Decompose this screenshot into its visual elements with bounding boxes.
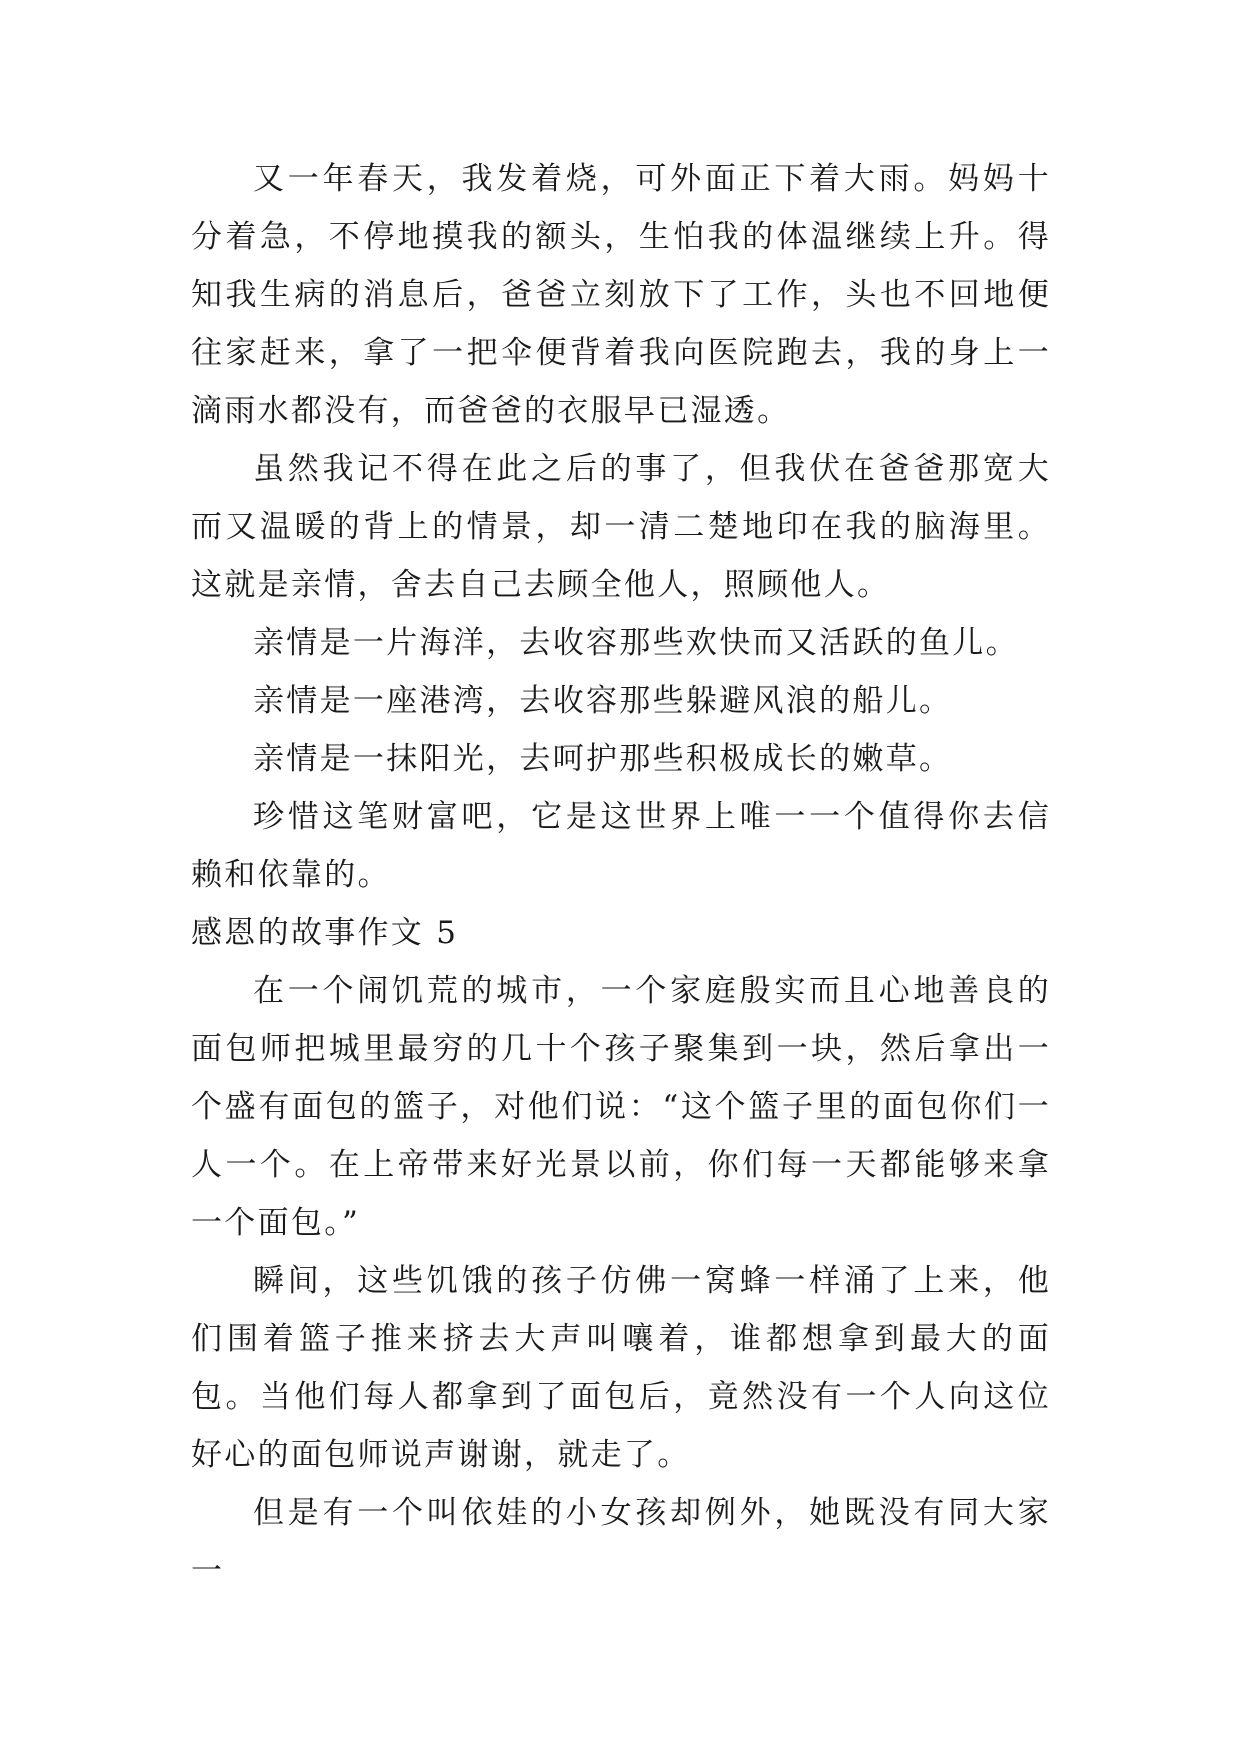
paragraph: 在一个闹饥荒的城市，一个家庭殷实而且心地善良的面包师把城里最穷的几十个孩子聚集到一块，然后拿出一个盛有面包的篮子，对他们说：“这个篮子里的面包你们一人一个。在上帝带来好光景以前，你们每一天都能够来拿一个面包。” [191, 973, 1051, 1241]
paragraph: 但是有一个叫依娃的小女孩却例外，她既没有同大家一 [191, 1495, 1051, 1589]
paragraph: 亲情是一座港湾，去收容那些躲避风浪的船儿。 [253, 683, 953, 719]
paragraph: 亲情是一片海洋，去收容那些欢快而又活跃的鱼儿。 [253, 625, 1019, 661]
paragraph: 又一年春天，我发着烧，可外面正下着大雨。妈妈十分着急，不停地摸我的额头，生怕我的体温继续上升。得知我生病的消息后，爸爸立刻放下了工作，头也不回地便往家赶来，拿了一把伞便背着我向医院跑去，我的身上一滴雨水都没有，而爸爸的衣服早已湿透。 [191, 161, 1051, 429]
paragraph: 瞬间，这些饥饿的孩子仿佛一窝蜂一样涌了上来，他们围着篮子推来挤去大声叫嚷着，谁都想拿到最大的面包。当他们每人都拿到了面包后，竟然没有一个人向这位好心的面包师说声谢谢，就走了。 [191, 1263, 1051, 1473]
paragraph: 虽然我记不得在此之后的事了，但我伏在爸爸那宽大而又温暖的背上的情景，却一清二楚地印在我的脑海里。这就是亲情，舍去自己去顾全他人，照顾他人。 [191, 451, 1051, 603]
paragraph: 珍惜这笔财富吧，它是这世界上唯一一个值得你去信赖和依靠的。 [191, 799, 1051, 893]
section-title: 感恩的故事作文 5 [191, 915, 459, 951]
document-body [191, 150, 1051, 1600]
paragraph: 亲情是一抹阳光，去呵护那些积极成长的嫩草。 [253, 741, 953, 777]
